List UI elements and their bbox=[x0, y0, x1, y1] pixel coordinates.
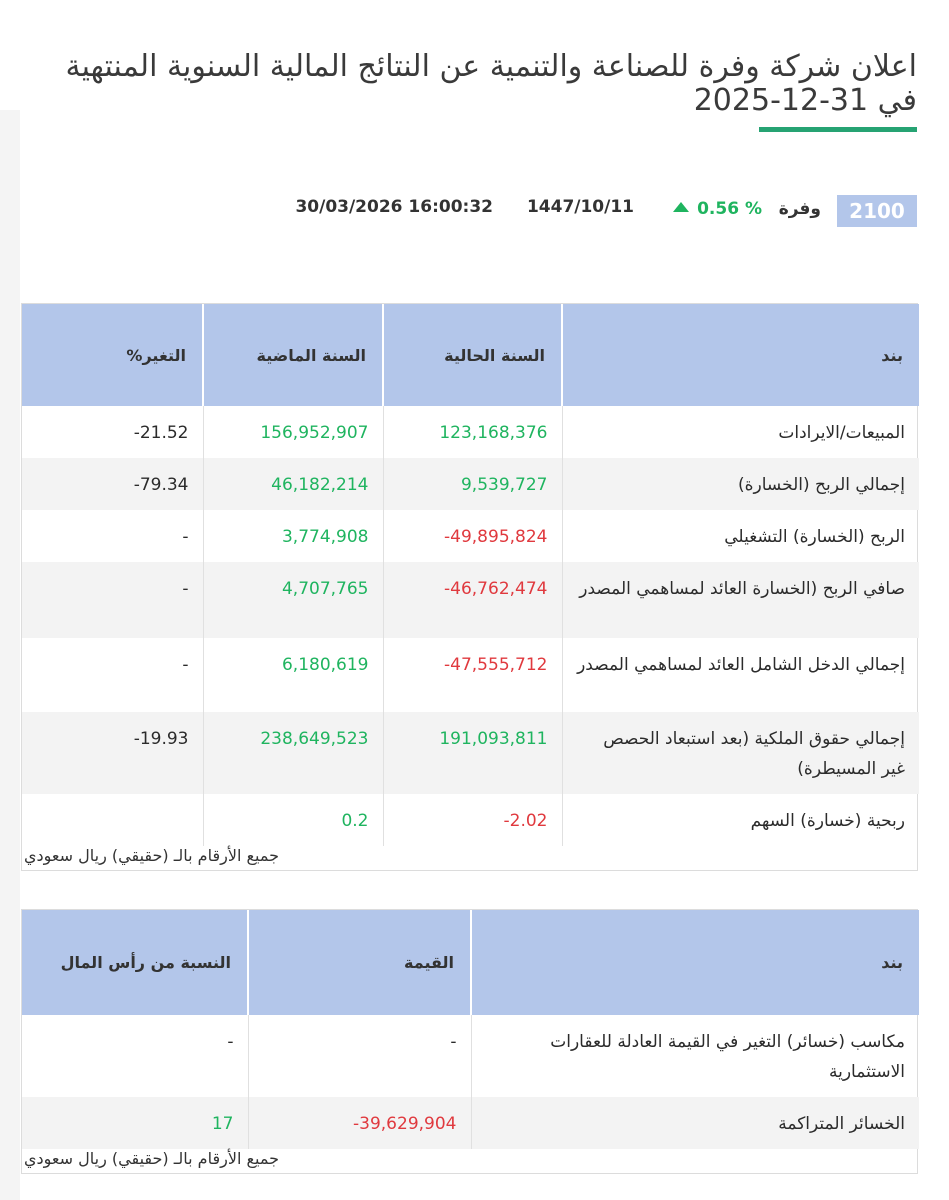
row-change: - bbox=[182, 527, 189, 547]
capital-table bbox=[21, 909, 918, 1174]
row-previous: 46,182,214 bbox=[203, 458, 383, 510]
row-current: -46,762,474 bbox=[383, 562, 562, 638]
row-item: مكاسب (خسائر) التغير في القيمة العادلة للعقارات الاستثمارية bbox=[471, 1015, 919, 1097]
table-row bbox=[22, 638, 919, 712]
header-value: القيمة bbox=[248, 910, 471, 1015]
left-edge-strip bbox=[0, 110, 20, 1200]
header-change-percent: التغير% bbox=[22, 304, 203, 406]
ticker-change-value: 0.56 % bbox=[697, 199, 762, 219]
footnote-text: جميع الأرقام بالـ (حقيقي) ريال سعودي bbox=[24, 846, 279, 865]
header-previous-year: السنة الماضية bbox=[203, 304, 383, 406]
row-previous: 6,180,619 bbox=[203, 638, 383, 712]
table-header-row bbox=[22, 304, 919, 406]
row-change: -19.93 bbox=[22, 712, 203, 794]
row-current: 9,539,727 bbox=[383, 458, 562, 510]
table-footnote bbox=[22, 1149, 917, 1173]
row-ratio: - bbox=[227, 1032, 234, 1052]
title-underline bbox=[759, 127, 917, 132]
row-item: إجمالي الدخل الشامل العائد لمساهمي المصدر bbox=[562, 638, 919, 712]
row-current: 123,168,376 bbox=[383, 406, 562, 458]
row-previous: 4,707,765 bbox=[203, 562, 383, 638]
table-row bbox=[22, 510, 919, 562]
header-item: بند bbox=[471, 910, 919, 1015]
table-header-row bbox=[22, 910, 919, 1015]
table-row bbox=[22, 406, 919, 458]
table-row bbox=[22, 712, 919, 794]
row-item: الخسائر المتراكمة bbox=[471, 1097, 919, 1149]
up-arrow-icon bbox=[673, 202, 689, 212]
row-item: صافي الربح (الخسارة العائد لمساهمي المصدر bbox=[562, 562, 919, 638]
row-change: -79.34 bbox=[22, 458, 203, 510]
row-previous: 156,952,907 bbox=[203, 406, 383, 458]
table-row bbox=[22, 562, 919, 638]
row-value: - bbox=[248, 1015, 471, 1097]
table-row bbox=[22, 458, 919, 510]
row-previous: 3,774,908 bbox=[203, 510, 383, 562]
ticker-row bbox=[217, 195, 917, 227]
row-change: - bbox=[22, 562, 203, 638]
row-change bbox=[22, 794, 203, 846]
row-item: ربحية (خسارة) السهم bbox=[562, 794, 919, 846]
row-current: -49,895,824 bbox=[383, 510, 562, 562]
header-item: بند bbox=[562, 304, 919, 406]
row-previous: 238,649,523 bbox=[203, 712, 383, 794]
table-footnote bbox=[22, 846, 917, 870]
page-title: اعلان شركة وفرة للصناعة والتنمية عن النتائج المالية السنوية المنتهية في 31-12-2025 bbox=[65, 49, 917, 118]
header-capital-ratio: النسبة من رأس المال bbox=[22, 910, 248, 1015]
row-change: -21.52 bbox=[133, 423, 189, 443]
ticker-code-badge[interactable]: 2100 bbox=[837, 195, 917, 227]
ticker-change bbox=[673, 199, 762, 219]
ticker-datetime: 30/03/2026 16:00:32 bbox=[295, 197, 493, 217]
table-row bbox=[22, 1015, 919, 1097]
footnote-text: جميع الأرقام بالـ (حقيقي) ريال سعودي bbox=[24, 1149, 279, 1168]
ticker-hijri-date: 1447/10/11 bbox=[526, 197, 634, 217]
table-row bbox=[22, 1097, 919, 1149]
row-value: -39,629,904 bbox=[248, 1097, 471, 1149]
financial-results-table bbox=[21, 303, 918, 871]
row-change: - bbox=[182, 655, 189, 675]
header-current-year: السنة الحالية bbox=[383, 304, 562, 406]
row-ratio: 17 bbox=[22, 1097, 248, 1149]
row-current: -47,555,712 bbox=[383, 638, 562, 712]
table-row bbox=[22, 794, 919, 846]
row-previous: 0.2 bbox=[203, 794, 383, 846]
row-item: إجمالي حقوق الملكية (بعد استبعاد الحصص غير المسيطرة) bbox=[562, 712, 919, 794]
row-item: الربح (الخسارة) التشغيلي bbox=[562, 510, 919, 562]
row-current: 191,093,811 bbox=[383, 712, 562, 794]
row-item: إجمالي الربح (الخسارة) bbox=[562, 458, 919, 510]
row-current: -2.02 bbox=[383, 794, 562, 846]
ticker-name[interactable]: وفرة bbox=[778, 199, 821, 219]
row-item: المبيعات/الايرادات bbox=[562, 406, 919, 458]
